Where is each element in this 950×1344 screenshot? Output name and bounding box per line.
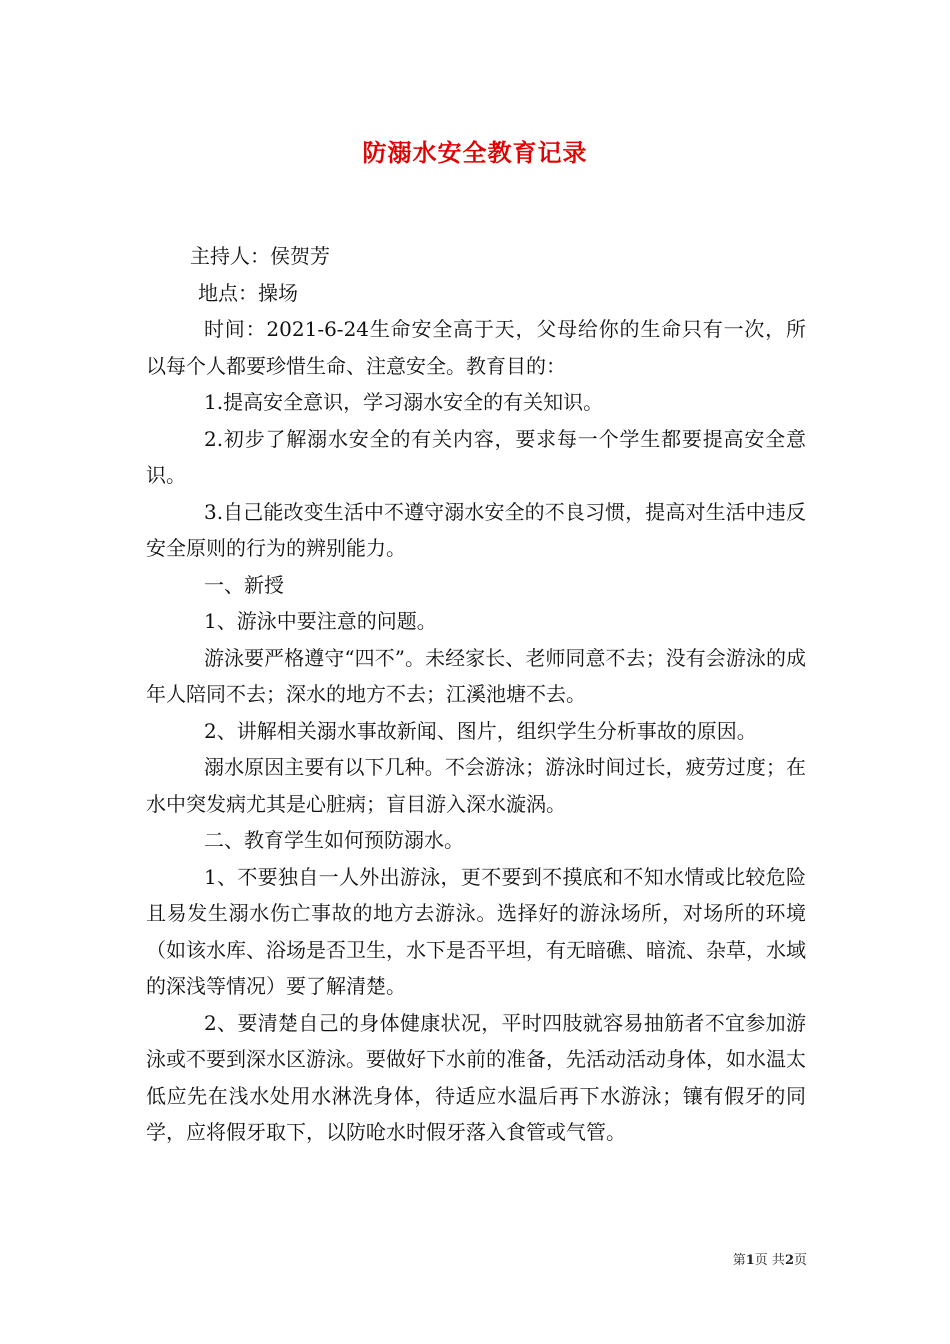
document-title: 防溺水安全教育记录	[362, 138, 588, 167]
section1-item2-heading: 2、讲解相关溺水事故新闻、图片，组织学生分析事故的原因。	[204, 718, 757, 743]
footer-page-number: 1	[745, 1253, 755, 1268]
section2-heading: 二、教育学生如何预防溺水。	[204, 828, 464, 852]
footer-middle: 页 共	[754, 1253, 785, 1268]
goal-item-2: 2.初步了解溺水安全的有关内容，要求每一个学生都要提高安全意识。	[146, 426, 806, 487]
section2-item2: 2、要清楚自己的身体健康状况，平时四肢就容易抽筋者不宜参加游泳或不要到深水区游泳。要做好下水前的准备，先活动活动身体，如水温太低应先在浅水处用水淋洗身体，待适应水温后再下水游泳；镶有假牙的同学，应将假牙取下，以防呛水时假牙落入食管或气管。	[146, 1010, 806, 1144]
section1-item2-text: 溺水原因主要有以下几种。不会游泳；游泳时间过长，疲劳过度；在水中突发病尤其是心脏病；盲目游入深水漩涡。	[146, 755, 806, 816]
host-line: 主持人：侯贺芳	[190, 244, 330, 268]
section2-item1: 1、不要独自一人外出游泳，更不要到不摸底和不知水情或比较危险且易发生溺水伤亡事故的地方去游泳。选择好的游泳场所，对场所的环境（如该水库、浴场是否卫生，水下是否平坦，有无暗礁、暗流、杂草，水域的深浅等情况）要了解清楚。	[146, 864, 806, 998]
goal-item-1: 1.提高安全意识，学习溺水安全的有关知识。	[204, 390, 604, 414]
footer-prefix: 第	[732, 1253, 746, 1268]
footer-total-pages: 2	[784, 1253, 794, 1268]
location-line: 地点：操场	[198, 280, 298, 305]
goal-item-3: 3.自己能改变生活中不遵守溺水安全的不良习惯，提高对生活中违反安全原则的行为的辨别能力。	[146, 499, 806, 560]
section1-item1-text: 游泳要严格遵守“四不”。未经家长、老师同意不去；没有会游泳的成年人陪同不去；深水的地方不去；江溪池塘不去。	[146, 645, 806, 706]
document-body	[146, 238, 806, 1151]
page-number-footer	[733, 1249, 807, 1268]
time-intro-paragraph: 时间：2021-6-24生命安全高于天，父母给你的生命只有一次，所以每个人都要珍惜生命、注意安全。教育目的：	[146, 317, 806, 378]
section1-heading: 一、新授	[204, 572, 284, 597]
footer-suffix: 页	[793, 1253, 807, 1268]
section1-item1-heading: 1、游泳中要注意的问题。	[204, 609, 437, 633]
